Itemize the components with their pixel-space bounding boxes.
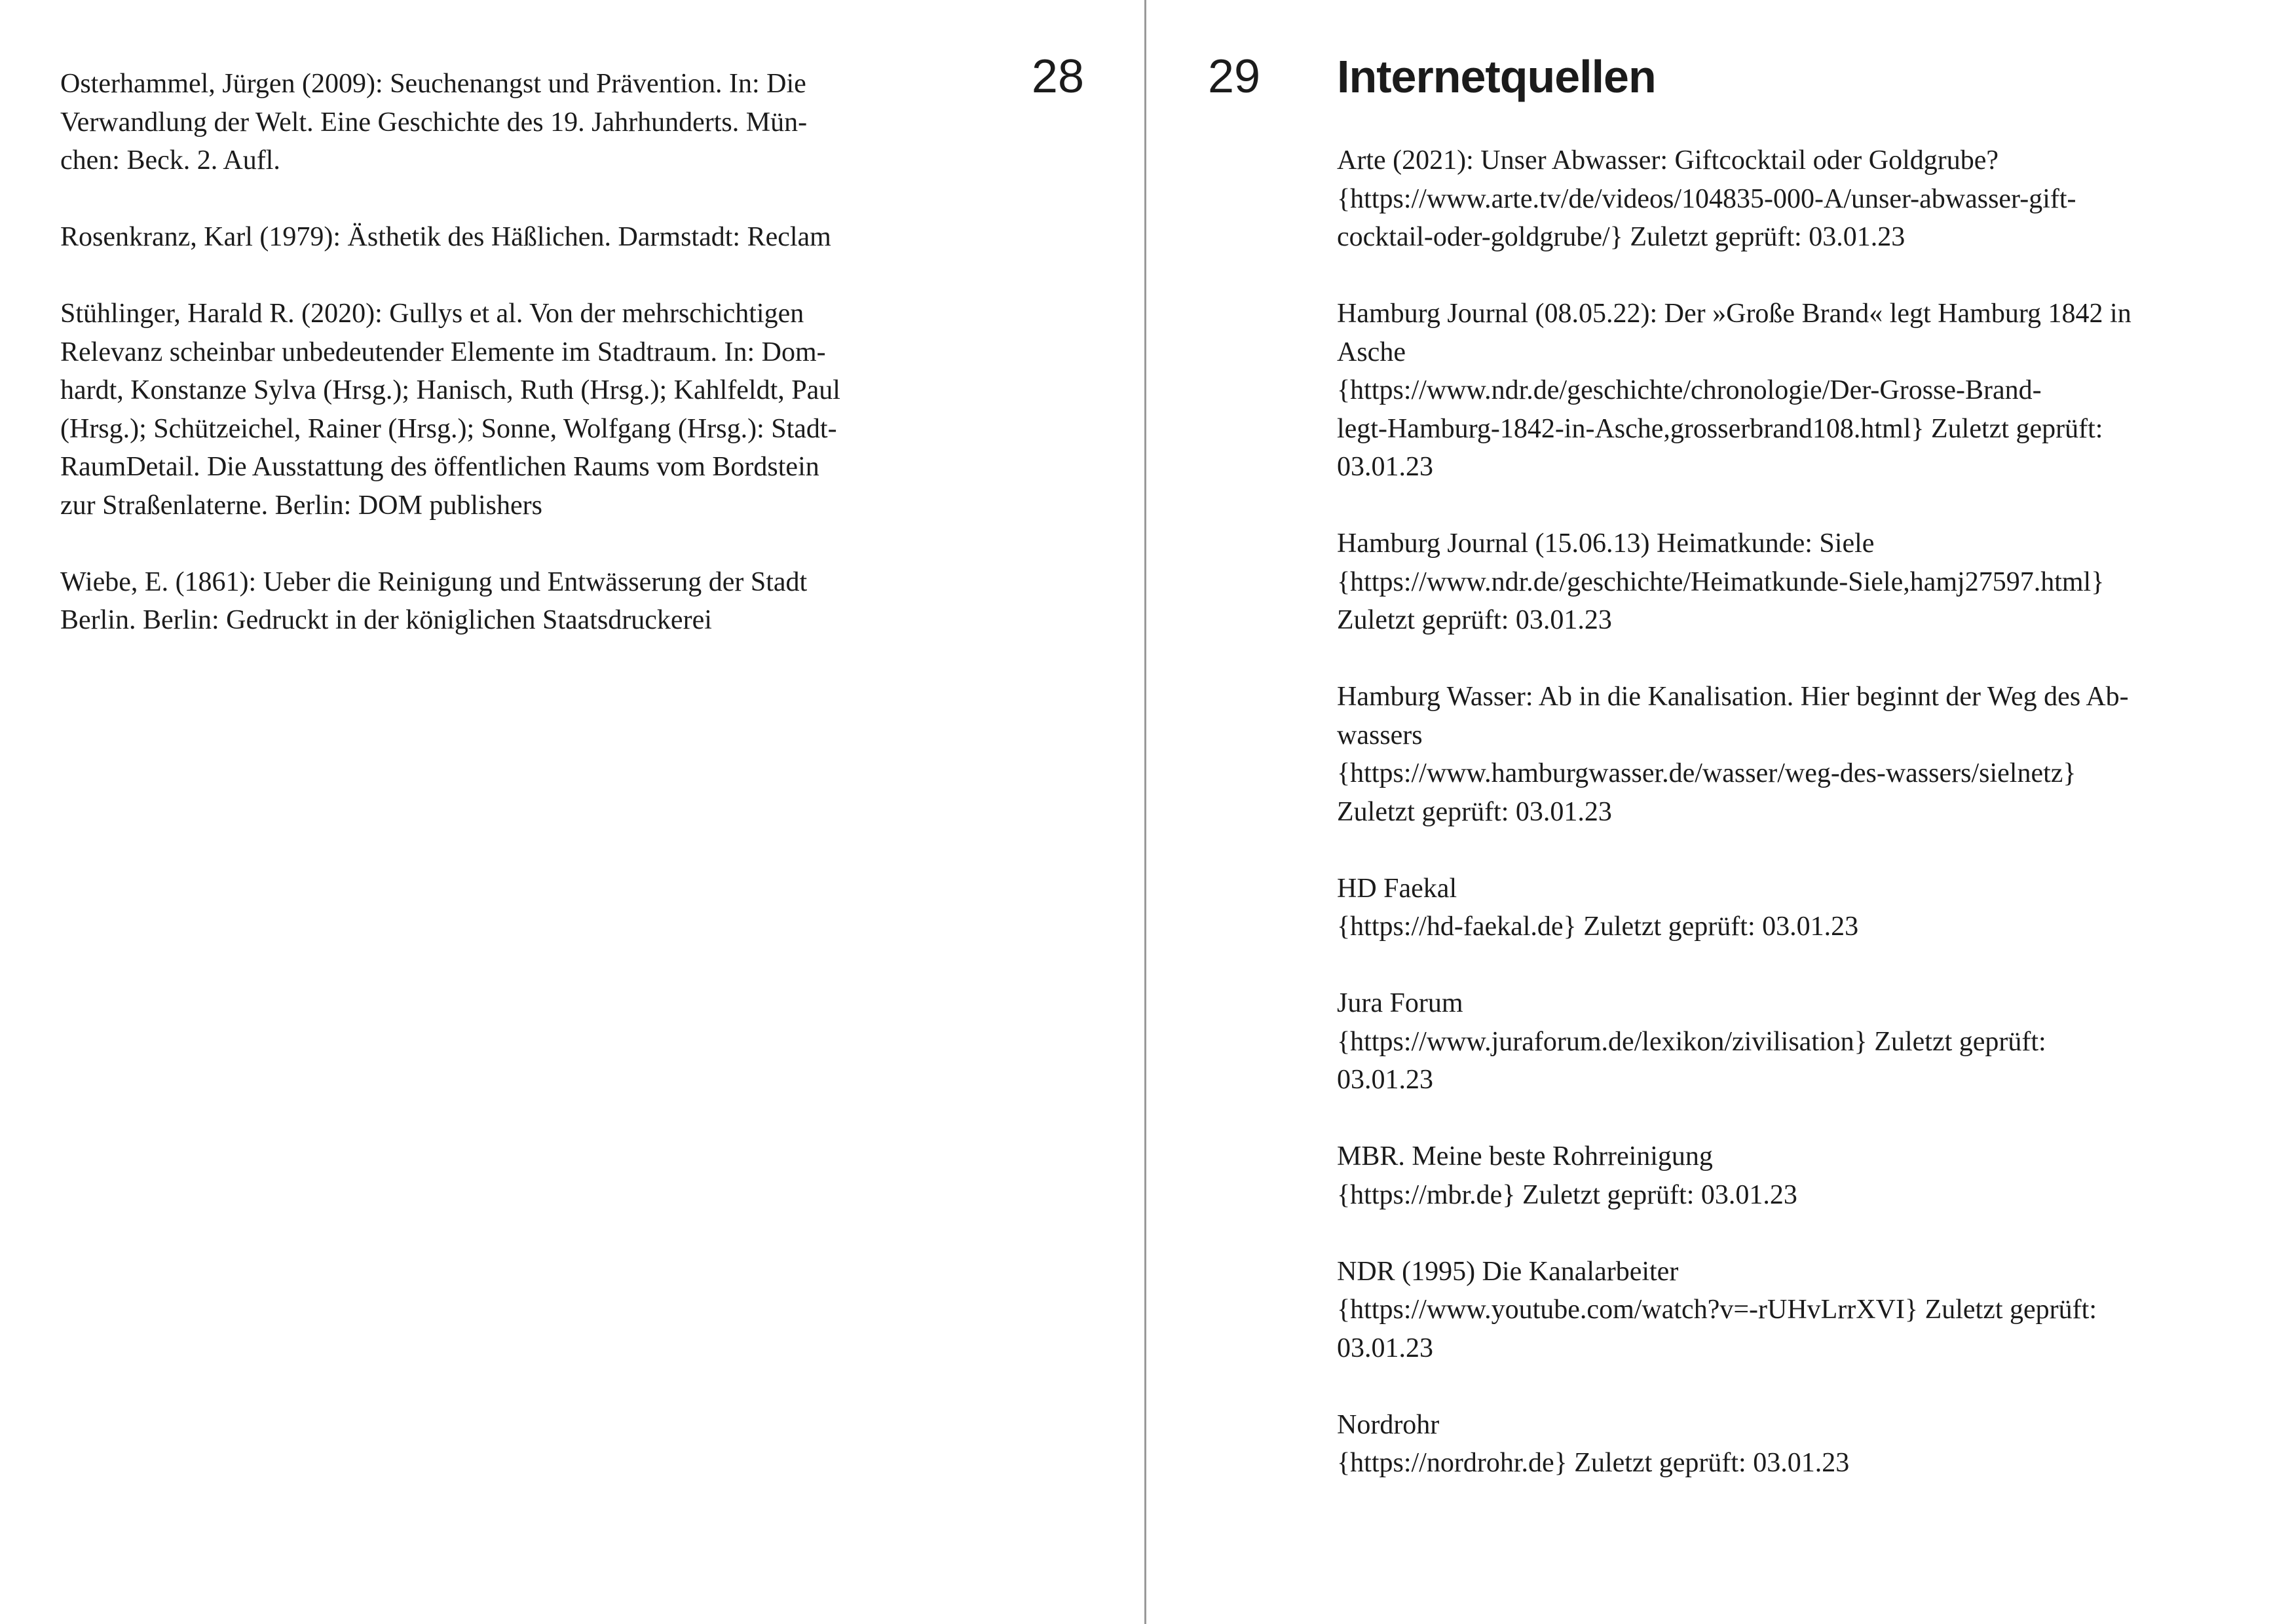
bibliography-entry (60, 218, 948, 257)
page-number-right: 29 (1208, 50, 1261, 103)
entry-line: Hamburg Wasser: Ab in die Kanalisation. Hier beginnt der Weg des Ab- (1337, 682, 2129, 712)
entry-line: {https://mbr.de} Zuletzt geprüft: 03.01.23 (1337, 1179, 1797, 1210)
entry-line: hardt, Konstanze Sylva (Hrsg.); Hanisch, Ruth (Hrsg.); Kahlfeldt, Paul (60, 375, 840, 405)
bibliography-entry (60, 563, 948, 640)
entry-line: Hamburg Journal (15.06.13) Heimatkunde: Siele (1337, 528, 1875, 559)
entry-line: chen: Beck. 2. Aufl. (60, 145, 280, 175)
internet-sources-list (1337, 141, 2241, 1483)
internet-source-entry (1337, 1253, 2241, 1368)
entry-line: zur Straßenlaterne. Berlin: DOM publishers (60, 490, 542, 521)
entry-line: {https://www.juraforum.de/lexikon/zivilisation} Zuletzt geprüft: (1337, 1026, 2046, 1057)
entry-line: Berlin. Berlin: Gedruckt in der königlichen Staatsdruckerei (60, 605, 712, 635)
internet-source-entry (1337, 678, 2241, 831)
entry-line: {https://www.ndr.de/geschichte/Heimatkunde-Siele,hamj27597.html} (1337, 566, 2105, 597)
bibliography-entry (60, 65, 948, 180)
entry-line: MBR. Meine beste Rohrreinigung (1337, 1141, 1713, 1172)
entry-line: Nordrohr (1337, 1409, 1440, 1440)
entry-line: (Hrsg.); Schützeichel, Rainer (Hrsg.); Sonne, Wolfgang (Hrsg.): Stadt- (60, 413, 837, 444)
internet-source-entry (1337, 1406, 2241, 1483)
right-page (1145, 0, 2290, 1624)
internet-source-entry (1337, 870, 2241, 946)
entry-line: HD Faekal (1337, 873, 1457, 904)
section-title: Internetquellen (1337, 51, 1656, 102)
entry-line: Rosenkranz, Karl (1979): Ästhetik des Häßlichen. Darmstadt: Reclam (60, 222, 831, 252)
internet-source-entry (1337, 141, 2241, 257)
entry-line: {https://nordrohr.de} Zuletzt geprüft: 03.01.23 (1337, 1448, 1850, 1478)
entry-line: Wiebe, E. (1861): Ueber die Reinigung und Entwässerung der Stadt (60, 566, 808, 597)
entry-line: {https://hd-faekal.de} Zuletzt geprüft: 03.01.23 (1337, 912, 1859, 942)
entry-line: {https://www.hamburgwasser.de/wasser/weg-des-wassers/sielnetz} (1337, 758, 2076, 788)
entry-line: Jura Forum (1337, 988, 1463, 1018)
entry-line: Stühlinger, Harald R. (2020): Gullys et al. Von der mehrschichtigen (60, 299, 804, 329)
entry-line: cocktail-oder-goldgrube/} Zuletzt geprüft: 03.01.23 (1337, 222, 1905, 252)
entry-line: Asche (1337, 337, 1406, 367)
entry-line: Arte (2021): Unser Abwasser: Giftcocktail oder Goldgrube? (1337, 145, 1999, 175)
entry-line: 03.01.23 (1337, 452, 1433, 482)
page-number-left: 28 (1031, 50, 1084, 103)
entry-line: 03.01.23 (1337, 1333, 1433, 1363)
entry-line: Osterhammel, Jürgen (2009): Seuchenangst und Prävention. In: Die (60, 69, 806, 99)
entry-line: RaumDetail. Die Ausstattung des öffentlichen Raums vom Bordstein (60, 452, 819, 482)
entry-line: {https://www.arte.tv/de/videos/104835-000-A/unser-abwasser-gift- (1337, 183, 2076, 214)
entry-line: {https://www.youtube.com/watch?v=-rUHvLrrXVI} Zuletzt geprüft: (1337, 1295, 2097, 1325)
internet-source-entry (1337, 525, 2241, 640)
bibliography-entry (60, 295, 948, 525)
entry-line: Zuletzt geprüft: 03.01.23 (1337, 605, 1612, 635)
entry-line: Verwandlung der Welt. Eine Geschichte des 19. Jahrhunderts. Mün- (60, 107, 808, 138)
internet-source-entry (1337, 295, 2241, 487)
internet-source-entry (1337, 1137, 2241, 1214)
internet-source-entry (1337, 984, 2241, 1099)
entry-line: NDR (1995) Die Kanalarbeiter (1337, 1256, 1679, 1287)
entry-line: wassers (1337, 720, 1423, 750)
entry-line: {https://www.ndr.de/geschichte/chronologie/Der-Grosse-Brand- (1337, 375, 2042, 405)
entry-line: legt-Hamburg-1842-in-Asche,grosserbrand108.html} Zuletzt geprüft: (1337, 413, 2103, 444)
bibliography-list (60, 65, 948, 640)
entry-line: Relevanz scheinbar unbedeutender Elemente im Stadtraum. In: Dom- (60, 337, 826, 367)
entry-line: 03.01.23 (1337, 1065, 1433, 1095)
entry-line: Hamburg Journal (08.05.22): Der »Große Brand« legt Hamburg 1842 in (1337, 299, 2131, 329)
entry-line: Zuletzt geprüft: 03.01.23 (1337, 796, 1612, 827)
